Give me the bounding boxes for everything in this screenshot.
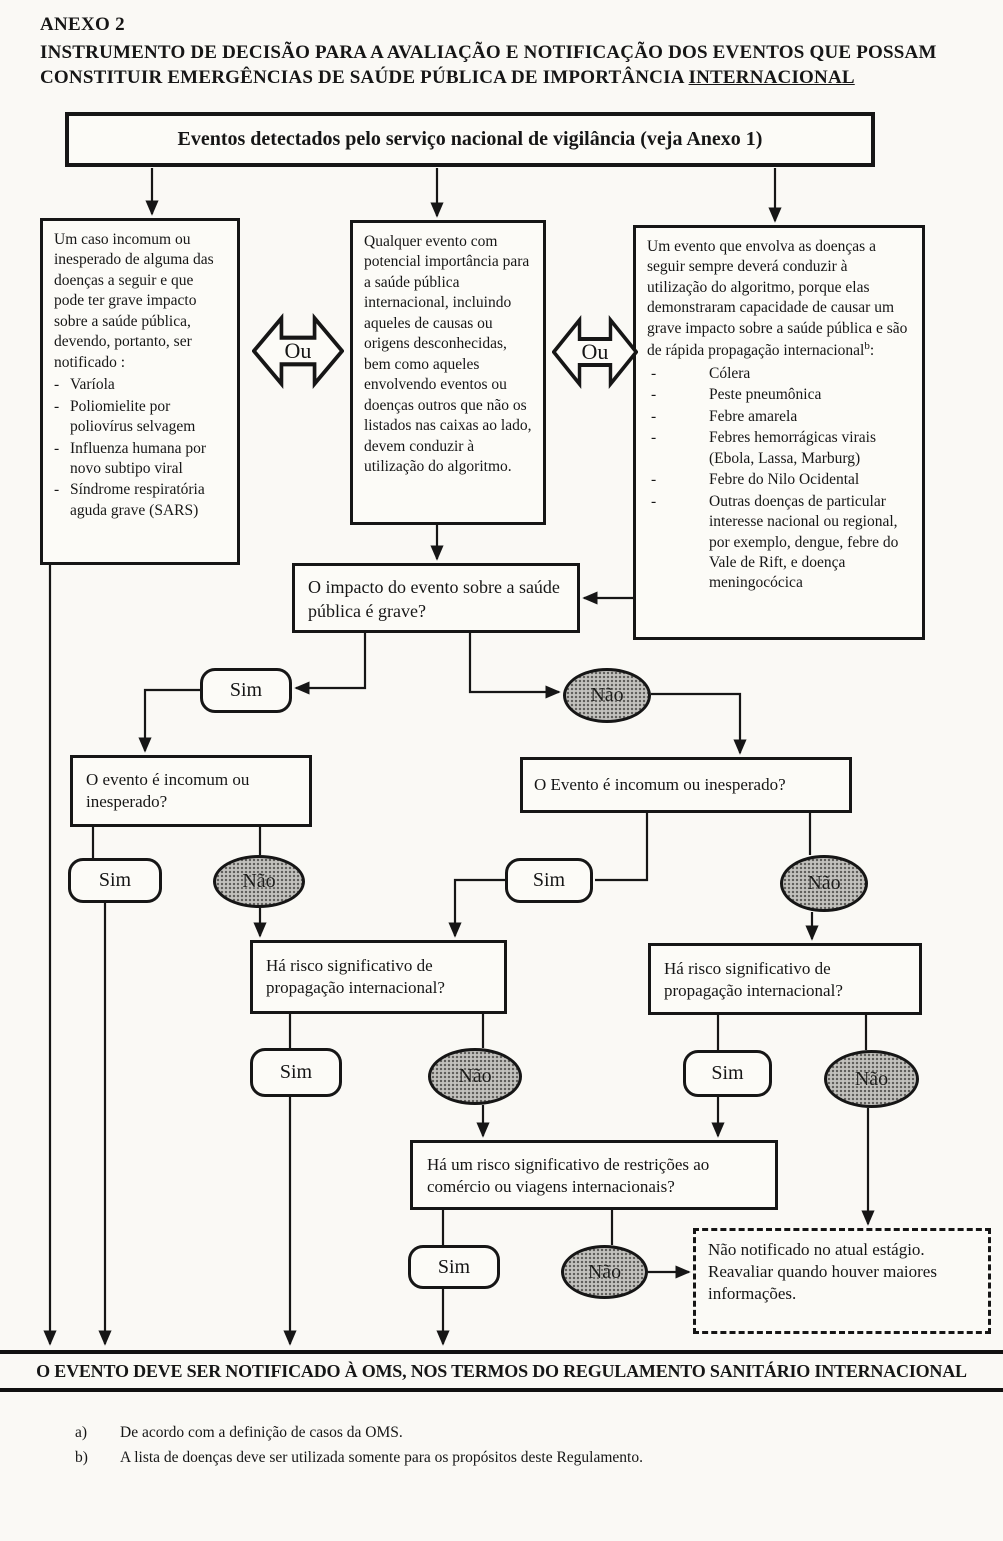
annex-heading: ANEXO 2 — [40, 14, 125, 35]
reassess-box — [693, 1228, 991, 1334]
list-item — [54, 397, 226, 438]
list-item — [647, 492, 911, 594]
unusual-question-right-box — [520, 757, 852, 813]
no-node-5 — [824, 1050, 919, 1108]
document-title-main: INSTRUMENTO DE DECISÃO PARA A AVALIAÇÃO E NOTIFICAÇÃO DOS EVENTOS QUE POSSAM CONSTITUIR EMERGÊNCIAS DE SAÚDE PÚBLICA DE IMPORTÂNCIA — [40, 42, 937, 89]
no-label: Não — [587, 1260, 622, 1283]
document-title — [40, 40, 952, 90]
bullet-dash: - — [651, 429, 657, 447]
list-item — [54, 375, 226, 395]
unusual-case-intro: Um caso incomum ou inesperado de alguma das doenças a seguir e que pode ter grave impacto sobre a saúde pública, devendo, portanto, ser notificado : — [54, 231, 214, 371]
or-label: Ou — [284, 338, 312, 363]
yes-label: Sim — [532, 869, 566, 891]
list-item-text: Outras doenças de particular interesse nacional ou regional, por exemplo, dengue, febre do Vale de Rift, e doença meningocócica — [709, 492, 899, 592]
list-item — [647, 428, 911, 469]
list-item-text: Varíola — [70, 376, 115, 394]
bullet-dash: - — [651, 386, 657, 404]
yes-node-5 — [683, 1050, 772, 1097]
yes-node-2 — [68, 858, 162, 903]
or-connector-right — [552, 310, 638, 394]
notify-bar — [0, 1350, 1003, 1392]
list-item-text: Febre do Nilo Ocidental — [709, 471, 860, 489]
list-item — [647, 470, 911, 490]
flow-arrow — [651, 694, 740, 753]
impact-question-box — [292, 563, 580, 633]
flow-line — [595, 813, 647, 880]
unusual-case-box — [40, 218, 240, 565]
yes-node-3 — [505, 858, 593, 903]
or-label: Ou — [581, 339, 609, 364]
trade-question-text: Há um risco significativo de restrições ao comércio ou viagens internacionais? — [427, 1155, 710, 1197]
list-item-text: Poliomielite por poliovírus selvagem — [70, 397, 196, 436]
spread-question-left-text: Há risco significativo de propagação internacional? — [266, 956, 445, 998]
yes-label: Sim — [711, 1062, 744, 1084]
unusual-question-left-text: O evento é incomum ou inesperado? — [86, 770, 250, 812]
or-connector-left — [252, 308, 344, 394]
no-label: Não — [854, 1067, 889, 1090]
bullet-dash: - — [54, 376, 60, 394]
bullet-dash: - — [651, 492, 657, 510]
footnote-b-text: A lista de doenças deve ser utilizada somente para os propósitos deste Regulamento. — [120, 1449, 643, 1466]
bullet-dash: - — [651, 407, 657, 425]
events-detected-text: Eventos detectados pelo serviço nacional de vigilância (veja Anexo 1) — [177, 128, 763, 151]
listed-diseases-box — [633, 225, 925, 640]
document-title-underlined: INTERNACIONAL — [688, 67, 855, 89]
spread-question-right-box — [648, 943, 922, 1015]
spread-question-right-text: Há risco significativo de propagação internacional? — [664, 959, 843, 1001]
footnote-a-text: De acordo com a definição de casos da OMS. — [120, 1424, 403, 1441]
bullet-dash: - — [54, 439, 60, 457]
list-item-text: Peste pneumônica — [709, 386, 822, 404]
footnote-b-marker: b — [864, 340, 870, 353]
flow-arrow — [145, 690, 200, 751]
bullet-dash: - — [54, 397, 60, 415]
unusual-question-left-box — [70, 755, 312, 827]
list-item — [54, 439, 226, 480]
flow-arrow — [470, 633, 559, 692]
yes-node-6 — [408, 1245, 500, 1289]
list-item — [54, 480, 226, 521]
no-node-4 — [428, 1048, 522, 1105]
bullet-dash: - — [651, 364, 657, 382]
no-label: Não — [590, 684, 624, 706]
bullet-dash: - — [651, 471, 657, 489]
yes-label: Sim — [229, 679, 263, 701]
events-detected-box — [65, 112, 875, 167]
yes-label: Sim — [279, 1061, 313, 1083]
no-node-1 — [563, 668, 651, 723]
listed-diseases-intro-text: Um evento que envolva as doenças a seguir sempre deverá conduzir à utilização do algoritmo, porque elas demonstraram capacidade de causar um grave impacto sobre a saúde pública e são de rápida propagação internacional — [647, 238, 908, 360]
list-item-text: Cólera — [709, 364, 751, 382]
listed-diseases-intro — [647, 237, 911, 362]
list-item-text: Síndrome respiratória aguda grave (SARS) — [70, 481, 205, 519]
footnote-a — [75, 1424, 403, 1442]
list-item-text: Influenza humana por novo subtipo viral — [70, 439, 206, 477]
footnote-b-marker-label: b) — [75, 1449, 88, 1466]
no-label: Não — [458, 1065, 492, 1087]
yes-node-1 — [200, 668, 292, 713]
list-item — [647, 385, 911, 405]
footnote-a-marker: a) — [75, 1424, 88, 1441]
yes-label: Sim — [437, 1255, 471, 1278]
footnote-b — [75, 1449, 643, 1467]
notify-bar-text: O EVENTO DEVE SER NOTIFICADO À OMS, NOS TERMOS DO REGULAMENTO SANITÁRIO INTERNACIONAL — [36, 1360, 967, 1381]
no-node-6 — [561, 1245, 648, 1299]
list-item-text: Febres hemorrágicas virais (Ebola, Lassa, Marburg) — [709, 429, 876, 467]
any-event-text: Qualquer evento com potencial importância para a saúde pública internacional, incluindo aqueles de causas ou origens desconhecidas, bem como aqueles envolvendo eventos ou doenças outros que não os listados nas caixas ao lado, devem conduzir à utilização do algoritmo. — [364, 233, 532, 475]
no-label: Não — [242, 870, 276, 892]
yes-label: Sim — [98, 869, 132, 891]
bullet-dash: - — [54, 481, 60, 499]
no-node-2 — [213, 855, 305, 908]
no-node-3 — [780, 855, 868, 912]
no-label: Não — [807, 872, 841, 894]
reassess-text: Não notificado no atual estágio. Reavaliar quando houver maiores informações. — [708, 1240, 937, 1303]
trade-question-box — [410, 1140, 778, 1210]
any-event-box — [350, 220, 546, 525]
list-item — [647, 364, 911, 384]
list-item — [647, 407, 911, 427]
flow-arrow — [296, 633, 365, 688]
unusual-question-right-text: O Evento é incomum ou inesperado? — [534, 774, 786, 794]
flow-arrow — [455, 880, 505, 936]
intro-colon: : — [869, 342, 875, 360]
impact-question-text: O impacto do evento sobre a saúde pública é grave? — [308, 577, 560, 621]
spread-question-left-box — [250, 940, 507, 1014]
yes-node-4 — [250, 1048, 342, 1097]
list-item-text: Febre amarela — [709, 407, 798, 425]
